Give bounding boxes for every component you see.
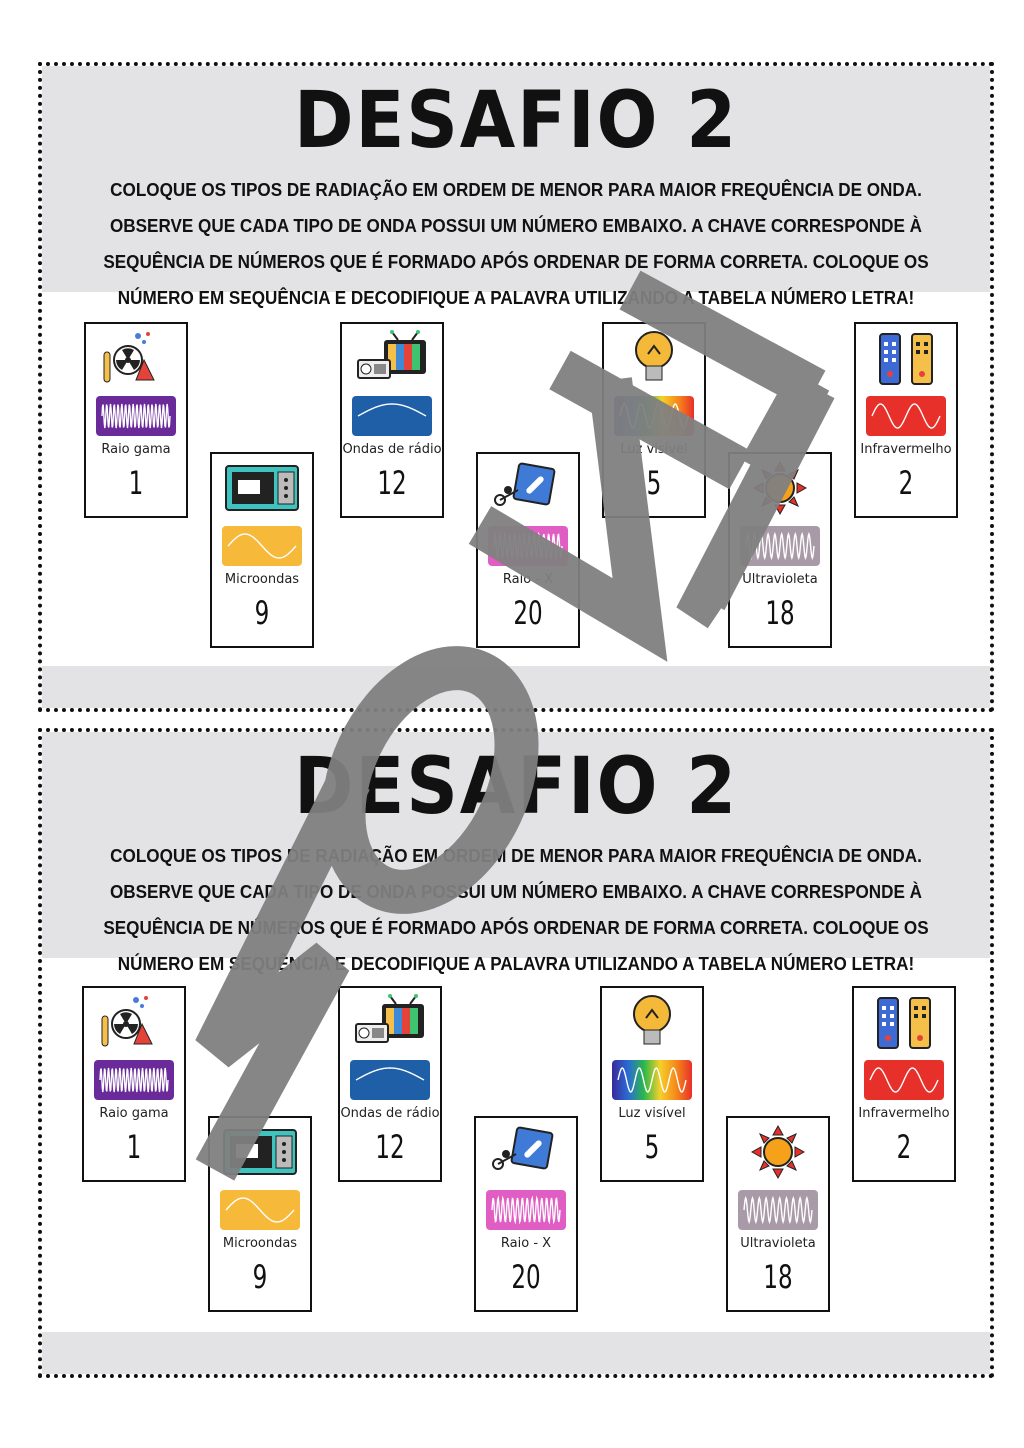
wave-line [620,404,688,428]
wave-swatch [94,1060,174,1100]
card-label: Infravermelho [860,442,952,457]
card-number: 5 [644,1128,660,1166]
card-label: Luz visível [618,1106,686,1121]
lab-radiation-icon [96,994,172,1050]
card-number: 18 [765,594,795,632]
wave-swatch [220,1190,300,1230]
card-number: 18 [763,1258,793,1296]
lab-radiation-icon [98,330,174,386]
card-visible [602,322,706,518]
card-number: 12 [375,1128,405,1166]
wave-swatch [738,1190,818,1230]
wave-line [744,1198,812,1222]
panel-title: DESAFIO 2 [293,742,739,832]
wave-swatch [96,396,176,436]
card-label: Ondas de rádio [342,442,442,457]
card-microwave [210,452,314,648]
wave-swatch [866,396,946,436]
wave-line [228,534,296,558]
radio-tv-icon [354,330,430,386]
wave-swatch [222,526,302,566]
remote-controls-icon [866,994,942,1050]
card-label: Raio - X [502,572,554,587]
wave-line [356,1068,424,1080]
panel-instructions: COLOQUE OS TIPOS DE RADIAÇÃO EM ORDEM DE MENOR PARA MAIOR FREQUÊNCIA DE ONDA. OBSERVE QUE CADA TIPO DE ONDA POSSUI UM NÚMERO EMBAIXO. A CHAVE CORRESPONDE À SEQUÊNCIA DE NÚMEROS QUE É FORMADO APÓS ORDENAR DE FORMA CORRETA. COLOQUE OS NÚMERO EM SEQUÊNCIA E DECODIFIQUE A PALAVRA UTILIZANDO A TABELA NÚMERO LETRA! [103,846,929,974]
wave-line [102,404,170,428]
wave-line [226,1198,294,1222]
card-number: 20 [511,1258,541,1296]
microwave-icon [224,460,300,516]
wave-line [872,404,940,428]
lightbulb-icon [614,994,690,1050]
wave-line [618,1068,686,1092]
card-label: Infravermelho [858,1106,950,1121]
wave-line [746,534,814,558]
card-infrared [852,986,956,1182]
card-infrared [854,322,958,518]
card-label: Microondas [222,1236,298,1251]
microwave-icon [222,1124,298,1180]
sun-icon [742,460,818,516]
card-ultraviolet [728,452,832,648]
card-label: Microondas [224,572,300,587]
card-ultraviolet [726,1116,830,1312]
wave-line [100,1068,168,1092]
card-gamma [82,986,186,1182]
card-number: 9 [254,594,270,632]
wave-swatch [352,396,432,436]
card-label: Ultravioleta [740,1236,816,1251]
card-number: 20 [513,594,543,632]
card-number: 2 [898,464,914,502]
card-label: Ondas de rádio [340,1106,440,1121]
wave-line [870,1068,938,1092]
xray-icon [488,1124,564,1180]
challenge-panel-1 [38,62,994,712]
wave-swatch [488,526,568,566]
card-label: Raio gama [99,1106,169,1121]
card-label: Ultravioleta [742,572,818,587]
card-number: 12 [377,464,407,502]
card-number: 1 [126,1128,142,1166]
wave-line [492,1198,560,1222]
wave-swatch [350,1060,430,1100]
wave-line [358,404,426,416]
card-radio [340,322,444,518]
wave-swatch [864,1060,944,1100]
panel-footer-band [42,1332,990,1374]
wave-line [494,534,562,558]
card-xray [476,452,580,648]
card-xray [474,1116,578,1312]
remote-controls-icon [868,330,944,386]
wave-swatch [612,1060,692,1100]
card-microwave [208,1116,312,1312]
sun-icon [740,1124,816,1180]
card-visible [600,986,704,1182]
card-number: 5 [646,464,662,502]
radio-tv-icon [352,994,428,1050]
card-number: 2 [896,1128,912,1166]
challenge-panel-2 [38,728,994,1378]
panel-footer-band [42,666,990,708]
card-label: Raio - X [500,1236,552,1251]
panel-instructions: COLOQUE OS TIPOS DE RADIAÇÃO EM ORDEM DE MENOR PARA MAIOR FREQUÊNCIA DE ONDA. OBSERVE QUE CADA TIPO DE ONDA POSSUI UM NÚMERO EMBAIXO. A CHAVE CORRESPONDE À SEQUÊNCIA DE NÚMEROS QUE É FORMADO APÓS ORDENAR DE FORMA CORRETA. COLOQUE OS NÚMERO EM SEQUÊNCIA E DECODIFIQUE A PALAVRA UTILIZANDO A TABELA NÚMERO LETRA! [103,180,929,308]
card-number: 9 [252,1258,268,1296]
wave-swatch [740,526,820,566]
card-label: Raio gama [101,442,171,457]
card-gamma [84,322,188,518]
xray-icon [490,460,566,516]
wave-swatch [614,396,694,436]
card-label: Luz visível [620,442,688,457]
wave-swatch [486,1190,566,1230]
card-radio [338,986,442,1182]
card-number: 1 [128,464,144,502]
panel-title: DESAFIO 2 [293,76,739,166]
lightbulb-icon [616,330,692,386]
